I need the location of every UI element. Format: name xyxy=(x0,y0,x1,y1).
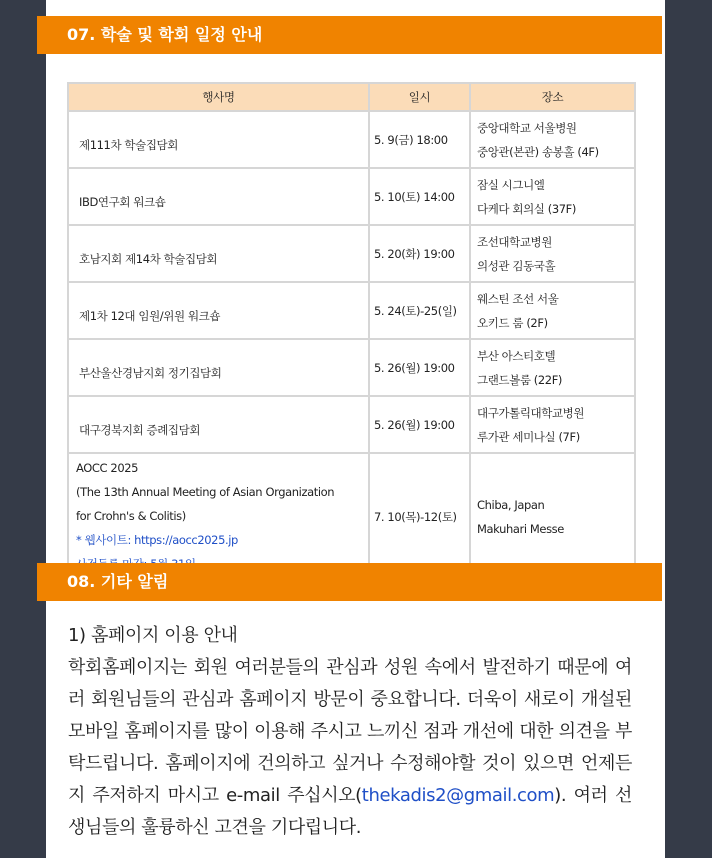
place-line-1: 웨스틴 조선 서울 xyxy=(477,291,559,306)
event-name: 제111차 학술집담회 xyxy=(68,111,369,168)
event-date: 5. 10(토) 14:00 xyxy=(369,168,470,225)
event-name: IBD연구회 워크숍 xyxy=(68,168,369,225)
event-place xyxy=(470,396,635,453)
place-line-2: 다케다 회의실 (37F) xyxy=(477,201,576,216)
contact-email-link[interactable]: thekadis2@gmail.com xyxy=(361,785,555,806)
event-name: 호남지회 제14차 학술집담회 xyxy=(68,225,369,282)
aocc-website-link[interactable]: * 웹사이트: https://aocc2025.jp xyxy=(76,533,238,547)
place-line-1: 조선대학교병원 xyxy=(477,234,552,249)
aocc-title: AOCC 2025 xyxy=(76,461,139,475)
place-line-2: 그랜드볼룸 (22F) xyxy=(477,372,563,387)
event-date: 5. 26(월) 19:00 xyxy=(369,339,470,396)
aocc-subtitle-2: for Crohn's & Colitis) xyxy=(76,509,186,523)
section-08-title: 08. 기타 알림 xyxy=(37,563,662,601)
table-row xyxy=(68,396,635,453)
event-place xyxy=(470,168,635,225)
table-row xyxy=(68,111,635,168)
place-line-2: Makuhari Messe xyxy=(477,522,564,536)
header-place: 장소 xyxy=(470,83,635,111)
table-row xyxy=(68,168,635,225)
place-line-1: 잠실 시그니엘 xyxy=(477,177,545,192)
table-header-row xyxy=(68,83,635,111)
schedule-table xyxy=(67,82,636,582)
place-line-2: 중앙관(본관) 송봉홀 (4F) xyxy=(477,144,599,159)
aocc-subtitle-1: (The 13th Annual Meeting of Asian Organization xyxy=(76,485,335,499)
event-place xyxy=(470,111,635,168)
event-name: 부산울산경남지회 정기집담회 xyxy=(68,339,369,396)
event-date: 5. 26(월) 19:00 xyxy=(369,396,470,453)
event-place xyxy=(470,225,635,282)
event-place xyxy=(470,339,635,396)
header-date: 일시 xyxy=(369,83,470,111)
event-name: 대구경북지회 증례집담회 xyxy=(68,396,369,453)
notice-body-text: 학회홈페이지는 회원 여러분들의 관심과 성원 속에서 발전하기 때문에 여러 회원님들의 관심과 홈페이지 방문이 중요합니다. 더욱이 새로이 개설된 모바일 홈페이지를 많이 이용해 주시고 느끼신 점과 개선에 대한 의견을 부탁드립니다. 홈페이지에 건의하고 싶거나 수정해야할 것이 있으면 언제든지 주저하지 마시고 e-mail 주십시오( xyxy=(68,657,632,806)
place-line-2: 오키드 룸 (2F) xyxy=(477,315,548,330)
header-event: 행사명 xyxy=(68,83,369,111)
table-row xyxy=(68,225,635,282)
event-place xyxy=(470,453,635,581)
table-row xyxy=(68,282,635,339)
event-name-aocc xyxy=(68,453,369,581)
event-date: 7. 10(목)-12(토) xyxy=(369,453,470,581)
notice-body xyxy=(68,652,632,844)
place-line-1: Chiba, Japan xyxy=(477,498,545,512)
place-line-2: 의성관 김동국홀 xyxy=(477,258,556,273)
section-07-title: 07. 학술 및 학회 일정 안내 xyxy=(37,16,662,54)
place-line-2: 루가관 세미나실 (7F) xyxy=(477,429,580,444)
table-row-aocc xyxy=(68,453,635,581)
place-line-1: 부산 아스티호텔 xyxy=(477,348,556,363)
table-row xyxy=(68,339,635,396)
place-line-1: 중앙대학교 서울병원 xyxy=(477,120,577,135)
homepage-notice xyxy=(68,620,632,844)
event-name: 제1차 12대 임원/위원 워크숍 xyxy=(68,282,369,339)
event-date: 5. 20(화) 19:00 xyxy=(369,225,470,282)
event-date: 5. 9(금) 18:00 xyxy=(369,111,470,168)
place-line-1: 대구가톨릭대학교병원 xyxy=(477,405,585,420)
event-place xyxy=(470,282,635,339)
notice-body-text-end: ). 여러 선생님들의 훌륭하신 고견을 기다립니다. xyxy=(68,785,632,838)
event-date: 5. 24(토)-25(일) xyxy=(369,282,470,339)
notice-heading: 1) 홈페이지 이용 안내 xyxy=(68,625,238,646)
